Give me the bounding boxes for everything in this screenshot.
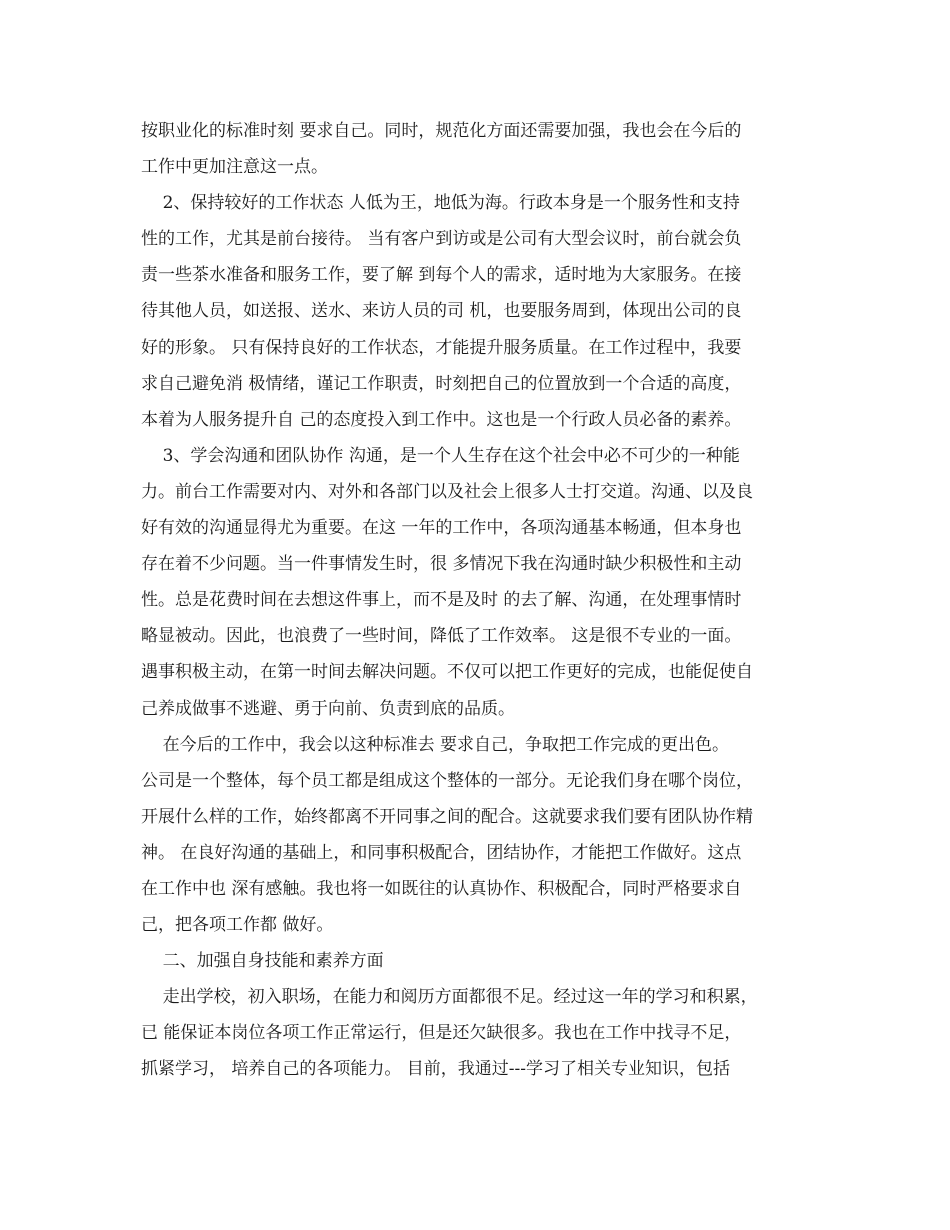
- text-line: 好有效的沟通显得尤为重要。在这 一年的工作中，各项沟通基本畅通，但本身也: [141, 518, 742, 539]
- text-line: 略显被动。因此，也浪费了一些时间，降低了工作效率。 这是很不专业的一面。: [141, 626, 742, 647]
- text-line: 好的形象。 只有保持良好的工作状态，才能提升服务质量。在工作过程中，我要: [141, 337, 742, 358]
- text-line: 本着为人服务提升自 己的态度投入到工作中。这也是一个行政人员必备的素养。: [141, 409, 742, 430]
- text-line: 开展什么样的工作，始终都离不开同事之间的配合。这就要求我们要有团队协作精: [141, 806, 753, 827]
- text-line: 己，把各项工作都 做好。: [141, 915, 334, 936]
- text-line: 3、学会沟通和团队协作 沟通，是一个人生存在这个社会中必不可少的一种能: [141, 445, 740, 466]
- text-line: 二、加强自身技能和素养方面: [141, 951, 384, 972]
- text-line: 2、保持较好的工作状态 人低为王，地低为海。行政本身是一个服务性和支持: [141, 193, 740, 214]
- text-line: 按职业化的标准时刻 要求自己。同时，规范化方面还需要加强，我也会在今后的: [141, 121, 742, 141]
- text-line: 工作中更加注意这一点。: [141, 157, 328, 178]
- text-line: 存在着不少问题。当一件事情发生时，很 多情况下我在沟通时缺少积极性和主动: [141, 554, 742, 575]
- text-line: 走出学校，初入职场，在能力和阅历方面都很不足。经过这一年的学习和积累，: [141, 987, 758, 1008]
- text-line: 力。前台工作需要对内、对外和各部门以及社会上很多人士打交道。沟通、以及良: [141, 481, 753, 502]
- text-line: 已 能保证本岗位各项工作正常运行，但是还欠缺很多。我也在工作中找寻不足，: [141, 1023, 742, 1044]
- text-line: 在工作中也 深有感触。我也将一如既往的认真协作、积极配合，同时严格要求自: [141, 878, 742, 899]
- text-line: 遇事积极主动，在第一时间去解决问题。不仅可以把工作更好的完成，也能促使自: [141, 662, 753, 683]
- text-line: 己养成做事不逃避、勇于向前、负责到底的品质。: [141, 698, 515, 719]
- text-line: 性的工作，尤其是前台接待。 当有客户到访或是公司有大型会议时，前台就会负: [141, 229, 742, 250]
- text-line: 神。 在良好沟通的基础上，和同事积极配合，团结协作，才能把工作做好。这点: [141, 842, 742, 863]
- text-line: 公司是一个整体，每个员工都是组成这个整体的一部分。无论我们身在哪个岗位，: [141, 770, 753, 791]
- text-line: 在今后的工作中，我会以这种标准去 要求自己，争取把工作完成的更出色。: [141, 734, 730, 755]
- text-line: 性。总是花费时间在去想这件事上，而不是及时 的去了解、沟通，在处理事情时: [141, 590, 742, 611]
- body-text: [141, 113, 841, 1088]
- text-line: 抓紧学习， 培养自己的各项能力。 目前，我通过---学习了相关专业知识，包括: [141, 1059, 731, 1080]
- text-line: 求自己避免消 极情绪，谨记工作职责，时刻把自己的位置放到一个合适的高度，: [141, 373, 742, 394]
- text-line: 待其他人员，如送报、送水、来访人员的司 机，也要服务周到，体现出公司的良: [141, 301, 742, 322]
- text-line: 责一些茶水准备和服务工作，要了解 到每个人的需求，适时地为大家服务。在接: [141, 265, 742, 286]
